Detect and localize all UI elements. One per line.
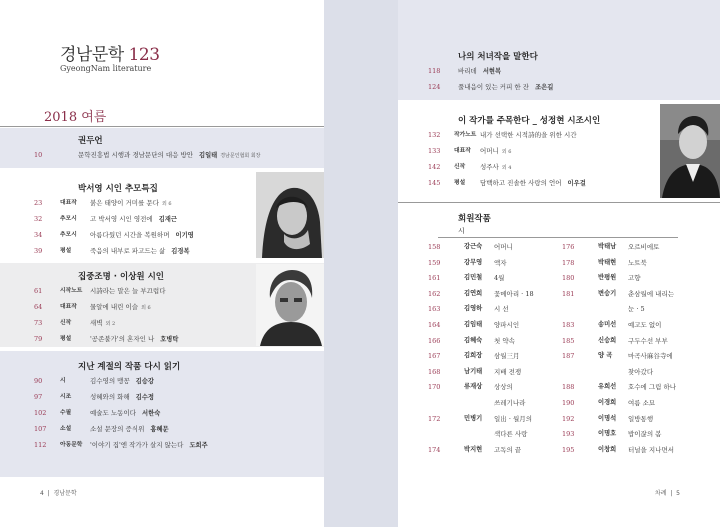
toc-title: 물알에 내린 이슬 (90, 303, 139, 311)
toc-note: 외 6 (501, 149, 512, 155)
toc-title: 성주사 (480, 163, 499, 171)
divider (0, 126, 324, 127)
toc-category: 작가노트 (454, 132, 477, 138)
toc-title: 붉은 태양이 거미를 문다 (90, 199, 159, 207)
toc-page-number: 23 (34, 199, 43, 207)
member-page-number: 163 (428, 305, 441, 314)
toc-entry[interactable] (428, 130, 658, 140)
toc-author: 서현복 (482, 68, 502, 75)
section-title: 지난 계절의 작품 다시 읽기 (78, 362, 181, 372)
member-name: 유희선 (598, 383, 617, 391)
members-subheading: 시 (458, 227, 465, 235)
toc-title-group (458, 82, 553, 93)
member-name: 박지현 (464, 445, 483, 453)
toc-page-number: 64 (34, 303, 43, 311)
toc-title: 바리데 (458, 67, 477, 75)
toc-category: 수필 (60, 410, 72, 416)
member-name: 박태현 (598, 258, 617, 266)
toc-title-group (90, 424, 169, 435)
member-page-number: 164 (428, 321, 441, 329)
section-title: 나의 처녀작을 말한다 (458, 52, 538, 62)
toc-title: 예술도 노동이다 (90, 409, 137, 417)
toc-page-number: 124 (428, 83, 441, 91)
member-name: 강무영 (464, 258, 483, 266)
toc-title: 성혜와의 화해 (90, 393, 130, 401)
toc-page-number: 142 (428, 163, 441, 171)
toc-note: 경남문인협회 회장 (220, 153, 261, 159)
toc-entry[interactable] (34, 318, 264, 328)
toc-page-number: 112 (34, 441, 47, 449)
toc-title: 아름다웠던 시간을 복원하며 (90, 231, 170, 239)
member-page-number: 195 (562, 445, 575, 454)
member-name: 변승기 (598, 289, 617, 297)
toc-title: 어머니 (480, 147, 499, 155)
member-title: 찾아갔다 (628, 367, 654, 376)
toc-title: 담백하고 진솔한 사랑의 언어 (480, 179, 562, 187)
toc-title-group (90, 198, 172, 209)
left-page (0, 0, 324, 527)
toc-category: 시조 (60, 394, 72, 400)
toc-title: 내가 선택한 시적詩的을 위한 시간 (480, 131, 577, 139)
toc-page-number: 118 (428, 67, 441, 75)
toc-entry[interactable] (34, 286, 264, 296)
toc-category: 평설 (454, 180, 466, 186)
toc-entry[interactable] (34, 198, 264, 208)
toc-page-number: 145 (428, 179, 441, 187)
member-page-number: 174 (428, 445, 441, 454)
member-page-number: 178 (562, 258, 575, 267)
toc-note: 외 4 (501, 165, 512, 171)
toc-title-group (90, 318, 115, 329)
toc-author: 도희주 (189, 442, 208, 449)
member-title: 지배 전쟁 (494, 367, 522, 376)
toc-author: 호병탁 (160, 336, 179, 343)
toc-title-group (90, 392, 154, 403)
toc-category: 신작 (60, 320, 72, 326)
member-page-number: 176 (562, 243, 575, 251)
toc-author: 김승강 (135, 378, 154, 385)
member-title: 색다른 사랑 (494, 430, 528, 439)
toc-title-group (90, 440, 208, 451)
member-page-number: 187 (562, 352, 575, 361)
member-page-number: 188 (562, 383, 575, 392)
member-title: 밥이잖의 봄 (628, 430, 662, 439)
toc-page-number: 79 (34, 335, 43, 343)
toc-category: 대표작 (60, 304, 77, 310)
toc-note: 외 2 (105, 321, 116, 327)
toc-entry[interactable] (428, 66, 658, 76)
toc-title: 소설 문장의 증식위 (90, 425, 145, 433)
toc-title: 시詩라는 말은 늘 부끄럽다 (90, 287, 166, 295)
toc-page-number: 10 (34, 151, 43, 159)
toc-page-number: 39 (34, 247, 43, 255)
member-page-number: 181 (562, 289, 575, 298)
member-page-number: 190 (562, 399, 575, 407)
toc-title: 김수영의 맹꽁 (90, 377, 130, 385)
member-page-number: 172 (428, 414, 441, 423)
page-gutter (324, 0, 398, 527)
member-name: 양 곡 (598, 352, 613, 360)
member-page-number: 183 (562, 321, 575, 329)
toc-category: 평설 (60, 336, 72, 342)
members-heading: 회원작품 (458, 214, 491, 224)
toc-page-number: 90 (34, 377, 43, 385)
toc-category: 신작 (454, 164, 466, 170)
member-title: 마곡사麻谷寺에 (628, 352, 673, 361)
section-title: 집중조명 · 이상원 시인 (78, 272, 165, 282)
member-name: 신승희 (598, 336, 617, 344)
divider (398, 202, 720, 203)
member-page-number: 161 (428, 274, 441, 283)
section-title: 이 작가를 주목한다 _ 성정현 시조시인 (458, 116, 601, 126)
member-title: 일出 · 월月의 (494, 414, 533, 423)
toc-category: 시작노트 (60, 288, 83, 294)
member-name: 김영하 (464, 305, 483, 313)
member-title: 쓰레기나라 (494, 399, 526, 407)
toc-entry[interactable] (34, 246, 264, 256)
toc-entry[interactable] (428, 146, 658, 156)
member-title: 오르비에토 (628, 243, 660, 251)
member-page-number: 158 (428, 243, 441, 251)
author-photo-seong (660, 104, 720, 198)
toc-category: 소설 (60, 426, 72, 432)
section-title: 권두언 (78, 136, 103, 146)
toc-entry[interactable] (34, 302, 264, 312)
toc-title-group (78, 150, 261, 161)
member-page-number: 170 (428, 383, 441, 392)
toc-page-number: 61 (34, 287, 43, 295)
toc-entry[interactable] (34, 150, 264, 160)
season-label: 2018 여름 (44, 110, 107, 125)
member-name: 이창희 (598, 445, 617, 453)
toc-author: 조은길 (535, 84, 554, 91)
toc-entry[interactable] (34, 376, 264, 386)
toc-author: 서한숙 (142, 410, 161, 417)
toc-title: '이야기 집'엔 작가가 살지 않는다 (90, 441, 184, 449)
toc-entry[interactable] (34, 334, 264, 344)
toc-category: 대표작 (60, 200, 77, 206)
divider (438, 237, 678, 238)
toc-author: 이우걸 (567, 180, 586, 187)
toc-author: 김수정 (135, 394, 154, 401)
member-name: 이명석 (598, 414, 617, 422)
right-footer: 차례 | 5 (654, 490, 680, 497)
member-title: 양파시인 (494, 321, 520, 329)
member-page-number: 162 (428, 289, 441, 298)
member-page-number: 193 (562, 430, 575, 439)
member-name: 류재상 (464, 383, 483, 391)
toc-category: 아동문학 (60, 442, 83, 448)
toc-page-number: 97 (34, 393, 43, 401)
section-band-1 (0, 128, 324, 168)
author-photo-lee (256, 264, 324, 346)
toc-title-group (458, 66, 501, 77)
left-footer: 4 | 경남문학 (40, 490, 77, 497)
toc-title-group (90, 214, 177, 225)
toc-author: 김경복 (171, 248, 190, 255)
member-name: 김희장 (464, 352, 483, 360)
member-name: 김혜숙 (464, 336, 483, 344)
member-title: 시 선 (494, 305, 509, 314)
toc-entry[interactable] (34, 230, 264, 240)
member-name: 강근숙 (464, 243, 483, 250)
member-name: 박태남 (598, 243, 617, 250)
member-name: 이경희 (598, 399, 617, 406)
toc-entry[interactable] (428, 162, 658, 172)
toc-title-group (90, 286, 166, 296)
toc-entry[interactable] (34, 440, 264, 450)
toc-author: 홍혜문 (150, 426, 169, 433)
toc-title-group (90, 376, 154, 387)
member-name: 김임태 (464, 321, 483, 328)
toc-category: 평설 (60, 248, 72, 254)
toc-title: '공존불가'의 혼자인 나 (90, 335, 155, 343)
member-name: 김연희 (464, 289, 483, 297)
member-title: 어머니 (494, 243, 513, 251)
member-title: 4월 (494, 274, 505, 283)
toc-entry[interactable] (428, 82, 658, 92)
author-photo-park (256, 172, 324, 258)
member-title: 호수에 그림 하나 (628, 383, 677, 392)
toc-title-group (90, 334, 178, 345)
magazine-title: 경남문학 123 (60, 45, 160, 65)
toc-title: 문학진흥법 시행과 경남문단의 대응 방안 (78, 151, 194, 159)
member-title: 상상의 (494, 383, 513, 392)
section-title: 박서영 시인 추모특집 (78, 184, 158, 194)
member-page-number: 192 (562, 414, 575, 423)
member-title: 노트북 (628, 258, 647, 267)
toc-note: 외 6 (141, 305, 151, 311)
toc-title-group (90, 408, 160, 419)
toc-title-group (480, 146, 511, 157)
member-name: 이명호 (598, 430, 617, 438)
toc-page-number: 132 (428, 131, 441, 139)
member-title: 액자 (494, 258, 507, 267)
member-name: 민병기 (464, 414, 483, 422)
toc-title-group (90, 230, 194, 241)
member-title: 일방통행 (628, 414, 654, 423)
toc-entry[interactable] (34, 214, 264, 224)
toc-author: 김일태 (199, 152, 218, 159)
toc-page-number: 133 (428, 147, 441, 155)
toc-author: 김재근 (158, 216, 177, 223)
member-title: 꽃메아리 · 18 (494, 289, 534, 298)
toc-author: 이기영 (175, 232, 194, 239)
member-page-number: 159 (428, 258, 441, 267)
right-page (398, 0, 720, 527)
toc-title: 풀내음이 있는 커피 한 잔 (458, 83, 530, 91)
member-name: 반평원 (598, 274, 617, 282)
toc-page-number: 107 (34, 425, 47, 433)
toc-entry[interactable] (34, 392, 264, 402)
toc-page-number: 32 (34, 215, 43, 223)
magazine-subtitle: GyeongNam literature (60, 64, 152, 73)
toc-category: 추모시 (60, 216, 77, 222)
toc-category: 대표작 (454, 148, 471, 154)
member-title: 삼월三月 (494, 352, 520, 361)
toc-title-group (480, 130, 577, 140)
member-title: 터널을 지나면서 (628, 445, 675, 454)
toc-title-group (480, 162, 511, 173)
member-title: 눈 · 5 (628, 305, 645, 314)
toc-page-number: 102 (34, 409, 47, 417)
member-title: 여름 소묘 (628, 399, 656, 407)
toc-note: 외 6 (162, 201, 172, 207)
member-title: 고향 (628, 274, 641, 283)
member-page-number: 167 (428, 352, 441, 361)
toc-page-number: 73 (34, 319, 43, 327)
member-title: 예고도 없이 (628, 321, 662, 329)
member-title: 첫 약속 (494, 336, 515, 345)
toc-category: 추모시 (60, 232, 77, 238)
member-title: 고독의 끝 (494, 445, 522, 454)
member-name: 송미선 (598, 321, 617, 328)
toc-category: 시 (60, 378, 66, 384)
member-title: 구두수선 부부 (628, 336, 668, 345)
toc-title: 죽음의 내부로 파고드는 삶 (90, 247, 166, 255)
toc-entry[interactable] (34, 424, 264, 434)
toc-entry[interactable] (428, 178, 658, 188)
member-page-number: 180 (562, 274, 575, 283)
toc-title-group (480, 178, 586, 189)
toc-title: 새벽 (90, 319, 103, 327)
member-name: 김민철 (464, 274, 483, 282)
member-page-number: 185 (562, 336, 575, 345)
toc-title-group (90, 246, 190, 257)
toc-title-group (90, 302, 151, 313)
member-page-number: 168 (428, 367, 441, 376)
member-title: 춘삼월에 내리는 (628, 289, 675, 298)
toc-entry[interactable] (34, 408, 264, 418)
member-page-number: 166 (428, 336, 441, 345)
toc-title: 고 박서영 시인 영전에 (90, 215, 153, 223)
member-name: 남기태 (464, 367, 483, 375)
toc-page-number: 34 (34, 231, 43, 239)
